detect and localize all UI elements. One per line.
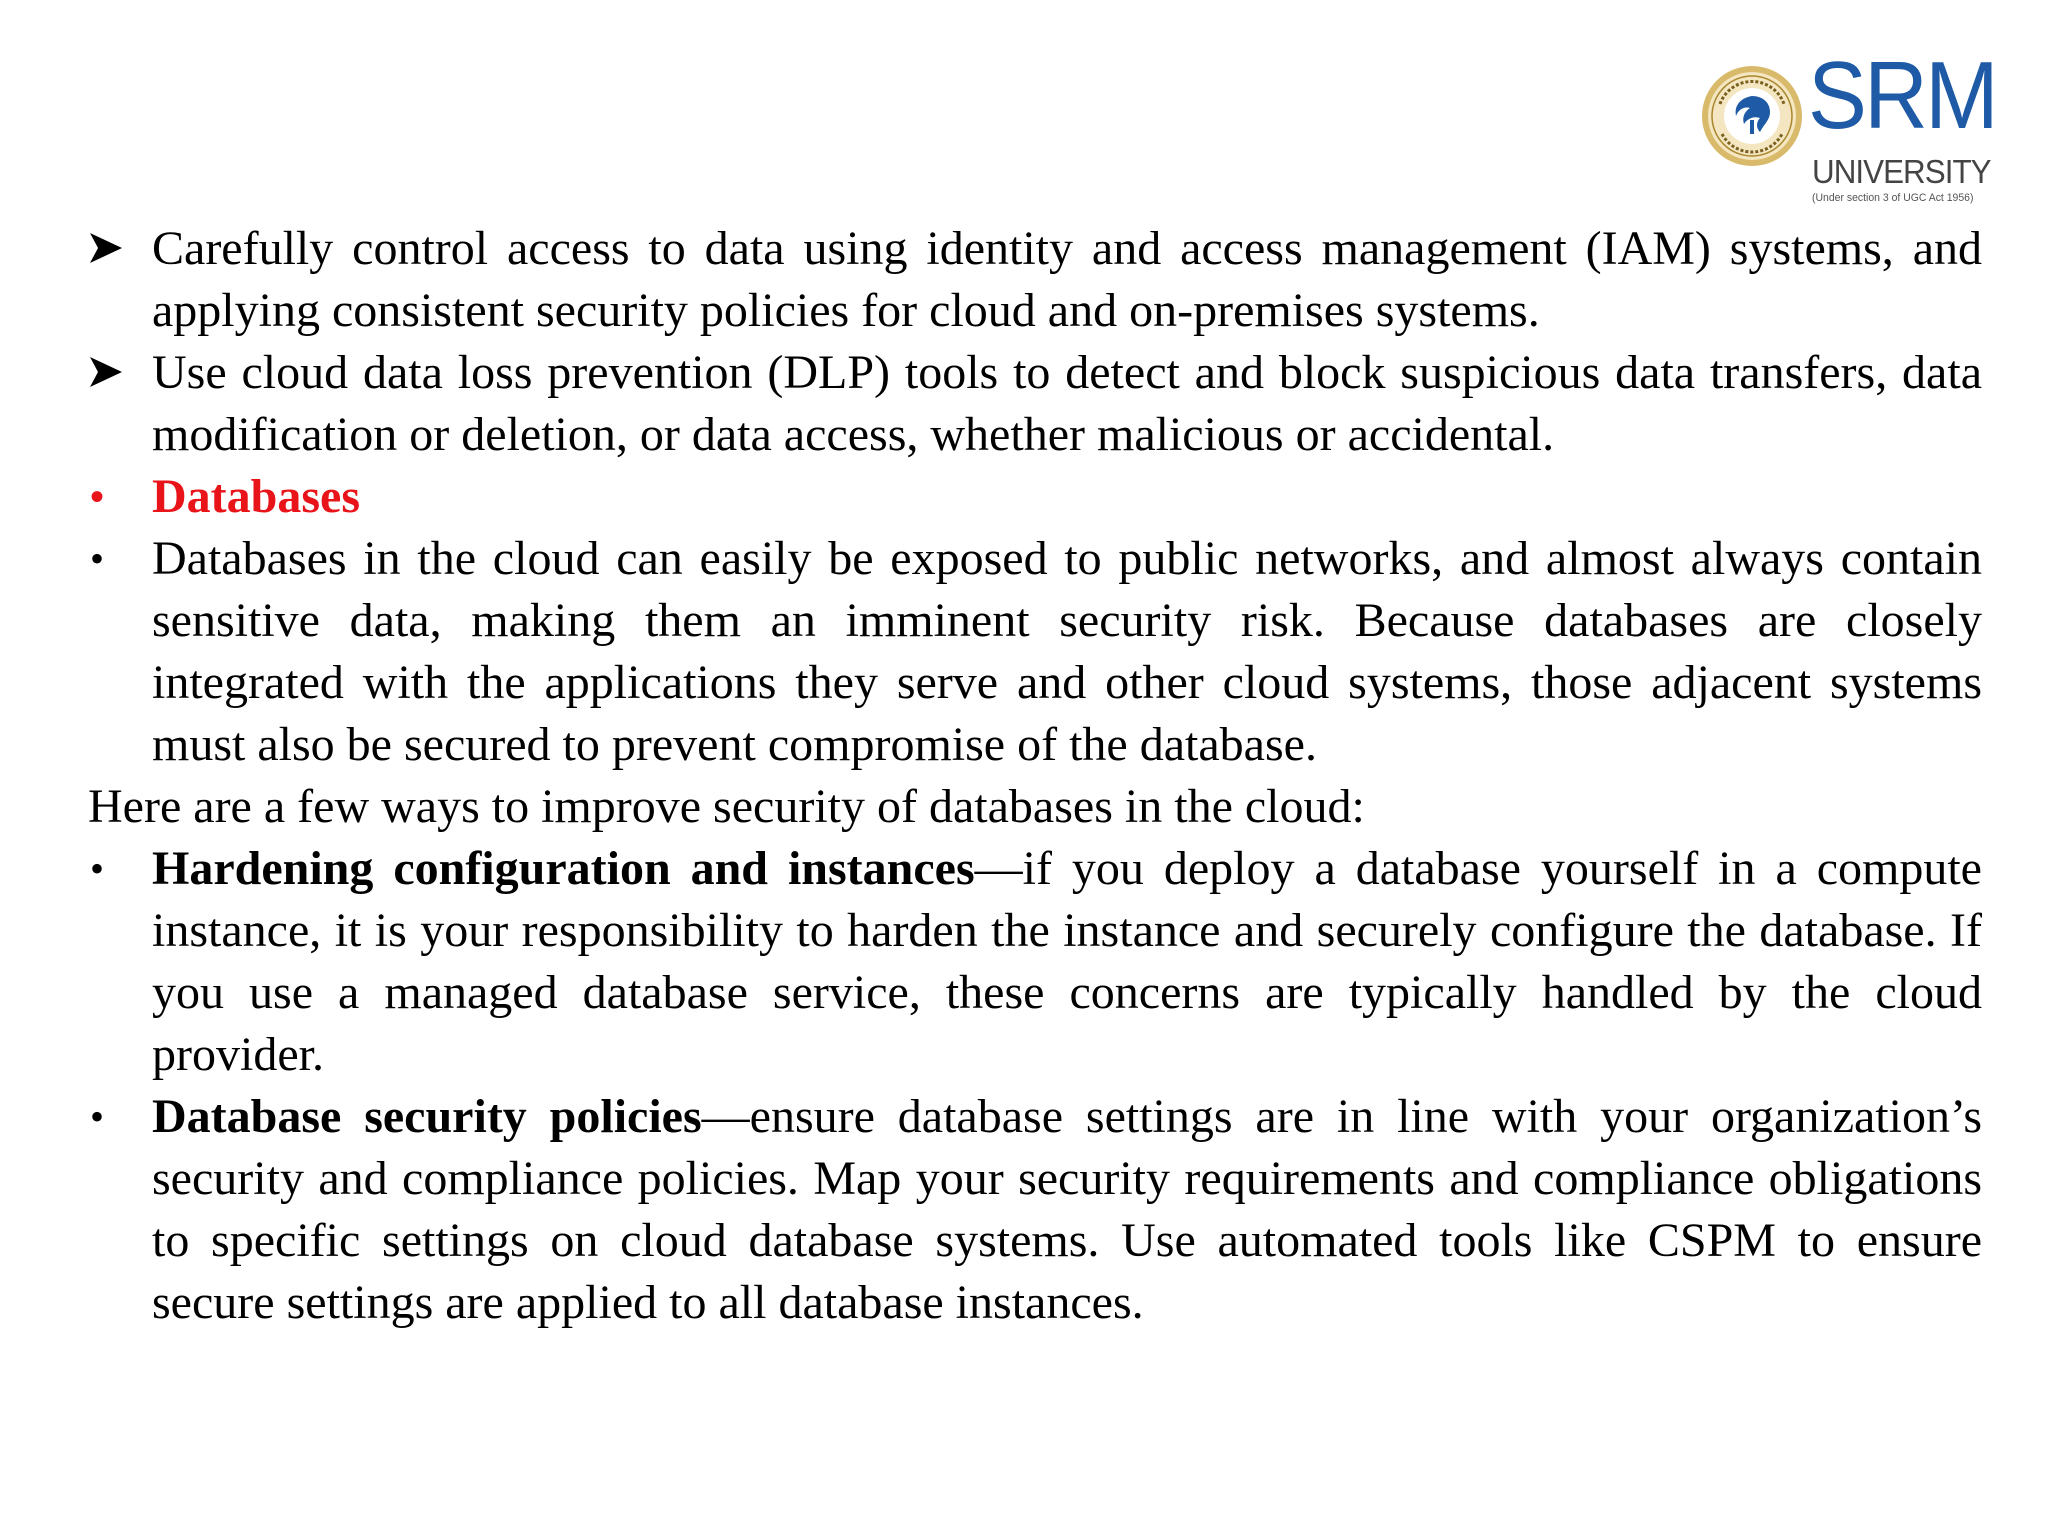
bullet-text: Carefully control access to data using identity and access management (IAM) systems, and applying consistent security policies for cloud and on-premises systems.	[152, 222, 1982, 337]
bullet-text: Databases in the cloud can easily be exposed to public networks, and almost always contain sensitive data, making them an imminent security risk. Because databases are closely integrated with the applications they serve and other cloud systems, those adjacent systems must also be secured to prevent compromise of the database.	[152, 532, 1982, 771]
intro-paragraph: Here are a few ways to improve security of databases in the cloud:	[88, 780, 1365, 833]
bullet-text: —ensure database settings are in line with your organization’s security and compliance policies. Map your security requirements and compliance obligations to specific settings on cloud database systems. Use automated tools like CSPM to ensure secure settings are applied to all database instances.	[152, 1090, 1982, 1329]
logo-subtitle: UNIVERSITY	[1812, 153, 1991, 190]
university-seal-icon	[1700, 64, 1804, 168]
bullet-dot-icon: •	[90, 846, 105, 891]
slide-body	[88, 218, 1982, 1334]
arrow-bullet-item	[88, 218, 1982, 342]
srm-university-logo	[1700, 42, 2018, 208]
logo-wordmark: SRM	[1808, 42, 1996, 149]
arrow-bullet-item	[88, 342, 1982, 466]
bullet-text: —if you deploy a database yourself in a compute instance, it is your responsibility to harden the instance and securely configure the database. If you use a managed database service, these concerns are typically handled by the cloud provider.	[152, 842, 1982, 1081]
bullet-text: Use cloud data loss prevention (DLP) tools to detect and block suspicious data transfers, data modification or deletion, or data access, whether malicious or accidental.	[152, 346, 1982, 461]
bullet-dot-icon: •	[90, 1094, 105, 1139]
arrow-bullet-icon	[88, 218, 138, 280]
section-heading: Databases	[152, 470, 361, 523]
dot-bullet-item	[88, 1086, 1982, 1334]
bullet-title: Hardening configuration and instances	[152, 842, 975, 895]
bullet-title: Database security policies	[152, 1090, 702, 1143]
dot-bullet-item	[88, 838, 1982, 1086]
section-heading-item	[88, 466, 1982, 528]
red-bullet-dot-icon: •	[90, 474, 105, 519]
arrow-bullet-icon	[88, 342, 138, 404]
logo-note: (Under section 3 of UGC Act 1956)	[1812, 192, 1974, 204]
bullet-dot-icon: •	[90, 536, 105, 581]
dot-bullet-item	[88, 528, 1982, 776]
